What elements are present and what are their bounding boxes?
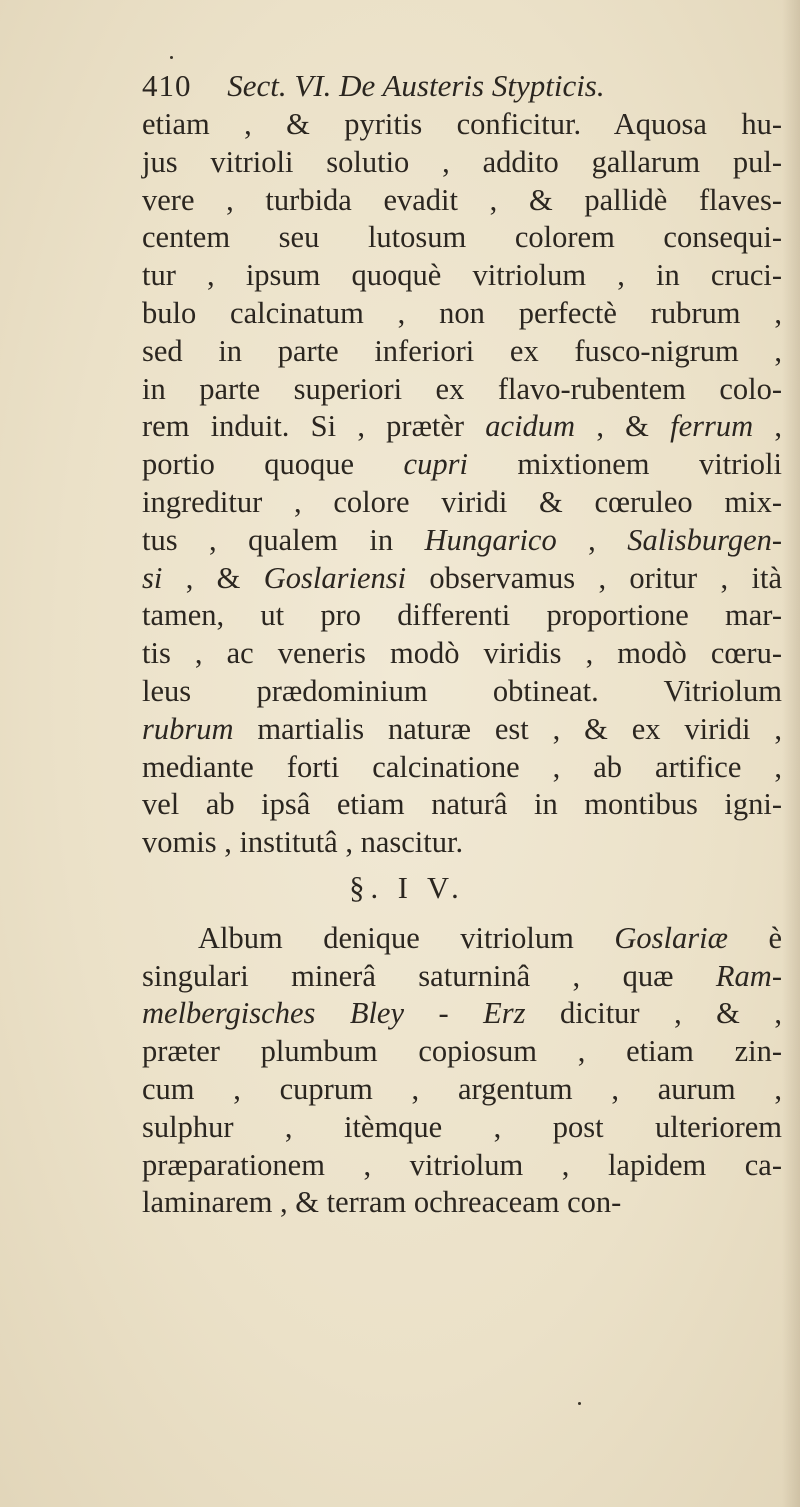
text-segment: martialis naturæ est , & ex viridi ,	[233, 711, 782, 746]
text-line	[142, 786, 782, 824]
ink-speck	[170, 56, 173, 59]
text-line	[142, 182, 782, 220]
italic-term: si	[142, 560, 163, 595]
paragraph-2	[142, 920, 782, 1222]
text-segment: sed in parte inferiori ex fusco-nigrum ,	[142, 333, 782, 368]
text-line	[142, 995, 782, 1033]
text-segment: , &	[162, 560, 264, 595]
text-segment: sulphur , itèmque , post ulteriorem	[142, 1109, 782, 1144]
text-segment: vere , turbida evadit , & pallidè flaves-	[142, 182, 782, 217]
text-segment: bulo calcinatum , non perfectè rubrum ,	[142, 295, 782, 330]
text-segment: ,	[556, 522, 628, 557]
italic-term: Ram-	[715, 958, 782, 993]
text-line	[142, 1033, 782, 1071]
text-line	[142, 144, 782, 182]
text-segment: in parte superiori ex flavo-rubentem colo-	[142, 371, 782, 406]
text-segment: ,	[753, 409, 782, 444]
text-line	[142, 446, 782, 484]
text-segment: laminarem , & terram ochreaceam con-	[142, 1185, 622, 1220]
running-header	[142, 68, 605, 104]
text-segment: mediante forti calcinatione , ab artifice ,	[142, 749, 782, 784]
text-segment: tis , ac veneris modò viridis , modò cœru-	[142, 636, 782, 671]
text-segment: leus prædominium obtineat. Vitriolum	[142, 673, 782, 708]
text-segment: vomis , institutâ , nascitur.	[142, 825, 464, 860]
running-title: Sect. VI. De Austeris Stypticis.	[227, 68, 605, 103]
text-line	[142, 371, 782, 409]
paragraph-1	[142, 106, 782, 862]
text-segment: singulari minerâ saturninâ , quæ	[142, 958, 716, 993]
text-segment: tus , qualem in	[142, 522, 425, 557]
italic-term: Goslariæ	[614, 920, 728, 955]
text-segment: jus vitrioli solutio , addito gallarum pul-	[142, 144, 782, 179]
text-segment: ingreditur , colore viridi & cœruleo mix-	[142, 484, 782, 519]
text-segment: dicitur , & ,	[525, 996, 783, 1031]
text-line	[142, 824, 782, 862]
text-line	[142, 597, 782, 635]
text-segment: centem seu lutosum colorem consequi-	[142, 220, 782, 255]
text-line	[142, 920, 782, 958]
text-segment: observamus , oritur , ità	[406, 560, 782, 595]
text-segment: è	[727, 920, 782, 955]
text-line	[142, 333, 782, 371]
text-line	[142, 560, 782, 598]
text-segment: cum , cuprum , argentum , aurum ,	[142, 1071, 782, 1106]
text-line	[142, 749, 782, 787]
text-segment: rem induit. Si , prætèr	[142, 409, 486, 444]
text-segment: portio quoque	[142, 447, 404, 482]
text-line	[142, 673, 782, 711]
text-line	[142, 711, 782, 749]
text-line	[142, 1109, 782, 1147]
text-line	[142, 635, 782, 673]
italic-term: cupri	[403, 447, 468, 482]
body-text	[142, 106, 782, 1222]
ink-speck	[578, 1402, 581, 1405]
text-segment: præter plumbum copiosum , etiam zin-	[142, 1034, 782, 1069]
text-segment: vel ab ipsâ etiam naturâ in montibus igni-	[142, 787, 782, 822]
text-segment: , &	[575, 409, 671, 444]
text-segment: Album denique vitriolum	[198, 920, 615, 955]
text-line	[142, 219, 782, 257]
page-number: 410	[142, 68, 192, 103]
italic-term: rubrum	[142, 711, 234, 746]
text-line	[142, 1147, 782, 1185]
text-segment: etiam , & pyritis conficitur. Aquosa hu-	[142, 107, 782, 141]
italic-term: Hungarico	[424, 522, 557, 557]
text-line	[142, 484, 782, 522]
italic-term: melbergisches Bley - Erz	[142, 996, 526, 1031]
text-line	[142, 958, 782, 996]
text-segment: mixtionem vitrioli	[467, 447, 782, 482]
text-line	[142, 1071, 782, 1109]
section-heading: §. I V.	[349, 870, 465, 905]
page-edge-shadow	[782, 0, 800, 1507]
italic-term: acidum	[485, 409, 576, 444]
text-line	[142, 408, 782, 446]
text-line	[142, 257, 782, 295]
text-line	[142, 106, 782, 144]
italic-term: Goslariensi	[263, 560, 407, 595]
text-line	[142, 522, 782, 560]
text-line	[142, 295, 782, 333]
text-segment: tur , ipsum quoquè vitriolum , in cruci-	[142, 258, 782, 293]
text-segment: præparationem , vitriolum , lapidem ca-	[142, 1147, 782, 1182]
italic-term: ferrum	[670, 409, 754, 444]
italic-term: Salisburgen-	[627, 522, 783, 557]
text-segment: tamen, ut pro differenti proportione mar-	[142, 598, 782, 633]
text-line	[142, 1184, 782, 1222]
